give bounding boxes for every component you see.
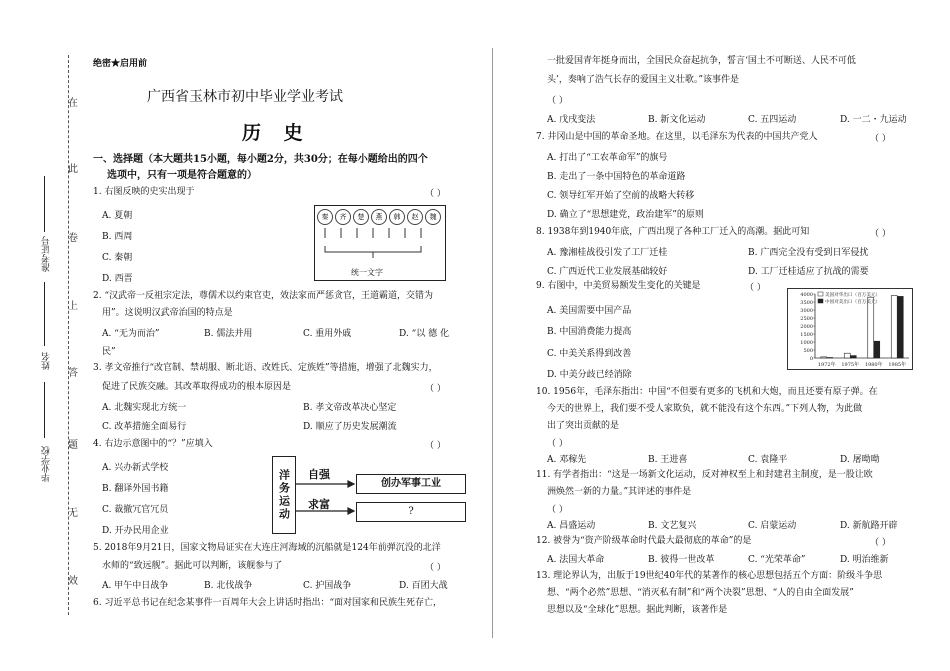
x-tick-label: 1985年 [888,362,907,368]
answer-paren[interactable]: （ ） [425,384,446,394]
q13-stem: 13. 理论界认为，出版于19世纪40年代的某著作的核心思想包括五个方面：阶级斗争思 [536,571,883,581]
legend-swatch [818,292,823,296]
military-industry-box: 创办军事工业 [356,474,466,494]
column-divider [492,48,493,638]
script-char: 齐 [335,209,351,225]
y-tick-label: 4000 [800,292,813,298]
x-tick-label: 1972年 [817,362,836,368]
q3-stem-2: 促进了民族交融。其改革取得成功的根本原因是 [102,382,292,392]
name-line[interactable] [44,282,45,346]
q3-option-c[interactable]: C. 改革措施全面易行 [102,422,187,432]
q7-stem: 7. 井冈山是中国的革命圣地。在这里，以毛泽东为代表的中国共产党人 [536,132,818,142]
seal-char: 题 [68,440,78,451]
seal-char: 无 [68,508,78,519]
q9-option-b[interactable]: B. 中国消费能力提高 [547,327,632,337]
prosperity-label: 求富 [308,498,330,511]
unify-script-caption: 统一文字 [351,268,383,277]
q4-option-a[interactable]: A. 兴办新式学校 [102,463,169,473]
q1-option-c[interactable]: C. 秦朝 [102,253,133,263]
bar-us-export [821,357,827,358]
script-char: 魏 [425,209,441,225]
subject-title: 历 史 [242,122,311,144]
q2-stem-2: 用”。这说明汉武帝治国的特点是 [102,308,233,318]
q5-stem-2: 水师的“致远舰”。据此可以判断，该舰参与了 [102,561,283,571]
q10-option-c[interactable]: C. 袁隆平 [748,455,788,465]
q8-option-a[interactable]: A. 豫湘桂战役引发了工厂迁桂 [547,248,668,258]
seal-char: 效 [68,576,78,587]
q5-option-c[interactable]: C. 护国战争 [303,581,352,591]
answer-paren[interactable]: （ ） [425,441,446,451]
y-tick-label: 3000 [800,308,813,314]
q12-option-d[interactable]: D. 明治维新 [840,555,889,565]
bar-us-export [868,297,874,358]
answer-paren[interactable]: （ ） [425,563,446,573]
q2-option-d-cont: 民” [102,347,116,357]
q6-option-d[interactable]: D. 一二・九运动 [840,115,907,125]
y-tick-label: 500 [803,348,813,354]
bar-us-export [844,353,850,358]
script-char: 楚 [353,209,369,225]
q1-option-a[interactable]: A. 夏朝 [102,211,133,221]
answer-paren[interactable]: （ ） [425,189,446,199]
q8-option-b[interactable]: B. 广西完全没有受到日军侵扰 [748,248,869,258]
q2-option-d[interactable]: D. “以 德 化 [399,329,449,339]
q12-stem: 12. 被誉为“资产阶级革命时代最大最彻底的革命”的是 [536,536,752,546]
q4-stem: 4. 右边示意图中的“？”应填入 [93,439,213,449]
q6-option-b[interactable]: B. 新文化运动 [648,115,706,125]
westernization-arrows [272,456,468,534]
answer-paren[interactable]: （ ） [547,439,568,449]
q6-option-c[interactable]: C. 五四运动 [748,115,797,125]
q9-stem: 9. 右图中，中美贸易额发生变化的关键是 [536,281,701,291]
q8-option-d[interactable]: D. 工厂迁桂适应了抗战的需要 [748,267,869,277]
y-tick-label: 0 [809,356,813,362]
legend-label: 中国对美出口（百万美元） [825,300,881,305]
q7-option-c[interactable]: C. 领导红军开始了空前的战略大转移 [547,191,695,201]
q13-stem-2: 想、“两个必然”思想、“消灭私有制”和“两个决裂”思想、“人的自由全面发展” [547,588,854,598]
binding-line [68,55,69,615]
q1-option-b[interactable]: B. 西周 [102,232,133,242]
q8-stem: 8. 1938年到1940年底，广西出现了各种工厂迁入的高潮。据此可知 [536,227,810,237]
bar-china-export [874,341,880,358]
q2-option-a[interactable]: A. “无为而治” [102,329,160,339]
q8-option-c[interactable]: C. 广西近代工业发展基础较好 [547,267,668,277]
secret-label: 绝密★启用前 [93,59,148,69]
q10-stem-2: 今天的世界上，我们要不受人家欺负，就不能没有这个东西。”下列人物，为此做 [547,404,863,414]
name-label: 姓名 [42,352,52,370]
q3-option-a[interactable]: A. 北魏实现北方统一 [102,403,187,413]
q7-option-d[interactable]: D. 确立了“思想建党，政治建军”的原则 [547,210,704,220]
bar-china-export [897,296,903,358]
q3-option-d[interactable]: D. 顺应了历史发展潮流 [303,422,397,432]
q4-option-c[interactable]: C. 裁撤冗官冗员 [102,505,169,515]
q7-option-a[interactable]: A. 打出了“工农革命军”的旗号 [547,153,668,163]
section-heading: 一、选择题（本大题共15小题，每小题2分，共30分；在每小题给出的四个 [93,154,428,165]
seal-char: 此 [68,164,78,175]
exam-title: 广西省玉林市初中毕业学业考试 [147,89,343,105]
q11-option-b[interactable]: B. 文艺复兴 [648,521,697,531]
q12-option-a[interactable]: A. 法国大革命 [547,555,605,565]
script-char: 赵 [407,209,423,225]
q9-option-c[interactable]: C. 中美关系得到改善 [547,349,632,359]
q11-option-a[interactable]: A. 昌盛运动 [547,521,596,531]
q11-stem-2: 洲焕然一新的力量。”其评述的事件是 [547,487,692,497]
q11-option-d[interactable]: D. 新航路开辟 [840,521,898,531]
y-tick-label: 3500 [800,300,813,306]
legend-label: 美国对华出口（百万美元） [825,293,881,298]
script-char: 韩 [389,209,405,225]
x-tick-label: 1980年 [864,362,883,368]
q4-option-d[interactable]: D. 开办民用企业 [102,526,169,536]
q13-stem-3: 思想以及“全球化”思想。据此判断，该著作是 [547,605,728,615]
legend-swatch [818,299,823,303]
script-char: 秦 [317,209,333,225]
exam-number-label: 准考证号 [42,236,52,272]
westernization-figure [272,456,468,534]
q6-stem-3: 头’，奏响了浩气长存的爱国主义壮歌。”该事件是 [547,75,739,85]
x-tick-label: 1975年 [841,362,860,368]
bar-us-export [891,296,897,358]
answer-paren[interactable]: （ ） [870,538,891,548]
q7-option-b[interactable]: B. 走出了一条中国特色的革命道路 [547,172,686,182]
bar-china-export [850,356,856,358]
q6-stem-2: 一批爱国青年挺身而出，全国民众奋起抗争，誓言‘国土不可断送、人民不可低 [547,56,856,66]
q5-option-b[interactable]: B. 北伐战争 [204,581,253,591]
school-line[interactable] [44,382,45,438]
q2-option-b[interactable]: B. 儒法并用 [204,329,253,339]
q2-option-c[interactable]: C. 重用外戚 [303,329,352,339]
q6-stem: 6. 习近平总书记在纪念某事件一百周年大会上讲话时指出：“面对国家和民族生死存亡， [93,598,443,608]
unknown-box: ? [356,502,466,522]
q10-stem: 10. 1956年，毛泽东指出：中国“不但要有更多的飞机和大炮，而且还要有原子弹。在 [536,387,878,397]
y-tick-label: 2000 [800,324,813,330]
seal-char: 卷 [68,233,78,244]
answer-paren[interactable]: （ ） [745,283,766,293]
seal-char: 上 [68,301,78,312]
script-char: 燕 [371,209,387,225]
y-tick-label: 2500 [800,316,813,322]
unify-script-figure [314,205,446,281]
q3-stem: 3. 孝文帝推行“改官制、禁胡服、断北语、改姓氏、定族姓”等措施，增强了北魏实力， [93,363,438,373]
q5-stem: 5. 2018年9月21日，国家文物局证实在大连庄河海域的沉船就是124年前弹沉没的北洋 [93,543,441,553]
trade-chart [787,288,913,370]
q1-option-d[interactable]: D. 西晋 [102,274,133,284]
answer-paren[interactable]: （ ） [547,505,568,515]
q9-option-a[interactable]: A. 美国需要中国产品 [547,306,632,316]
answer-paren[interactable]: （ ） [870,134,891,144]
answer-paren[interactable]: （ ） [547,96,568,106]
section-heading-2: 选项中，只有一项是符合题意的） [107,170,257,181]
q3-option-b[interactable]: B. 孝文帝改革决心坚定 [303,403,397,413]
q12-option-c[interactable]: C. “光荣革命” [748,555,806,565]
q4-option-b[interactable]: B. 翻译外国书籍 [102,484,169,494]
q6-option-a[interactable]: A. 戊戌变法 [547,115,596,125]
q10-stem-3: 出了突出贡献的是 [547,421,620,431]
q5-option-d[interactable]: D. 百团大战 [399,581,448,591]
q12-option-b[interactable]: B. 彼得一世改革 [648,555,715,565]
seal-char: 答 [68,368,78,379]
school-label: 毕业学校 [42,446,52,482]
q11-stem: 11. 有学者指出：“这是一场新文化运动，反对神权至上和封建君主制度，是一股让欧 [536,470,873,480]
q10-option-b[interactable]: B. 王进喜 [648,455,688,465]
y-tick-label: 1000 [800,340,813,346]
q10-option-d[interactable]: D. 屠呦呦 [840,455,880,465]
q10-option-a[interactable]: A. 邓稼先 [547,455,587,465]
seal-char: 在 [68,98,78,109]
q1-stem: 1. 右图反映的史实出现于 [93,187,195,197]
answer-paren[interactable]: （ ） [870,229,891,239]
q9-option-d[interactable]: D. 中美分歧已经消除 [547,370,632,380]
exam-number-line[interactable] [44,176,45,232]
q2-stem: 2. “汉武帝一反祖宗定法，尊儒术以约束官吏，效法家而严惩贪官，王道霸道，交错为 [93,291,434,301]
q5-option-a[interactable]: A. 甲午中日战争 [102,581,169,591]
westernization-box: 洋务运动 [272,456,296,534]
y-tick-label: 1500 [800,332,813,338]
q11-option-c[interactable]: C. 启蒙运动 [748,521,797,531]
self-strength-label: 自强 [308,468,330,481]
